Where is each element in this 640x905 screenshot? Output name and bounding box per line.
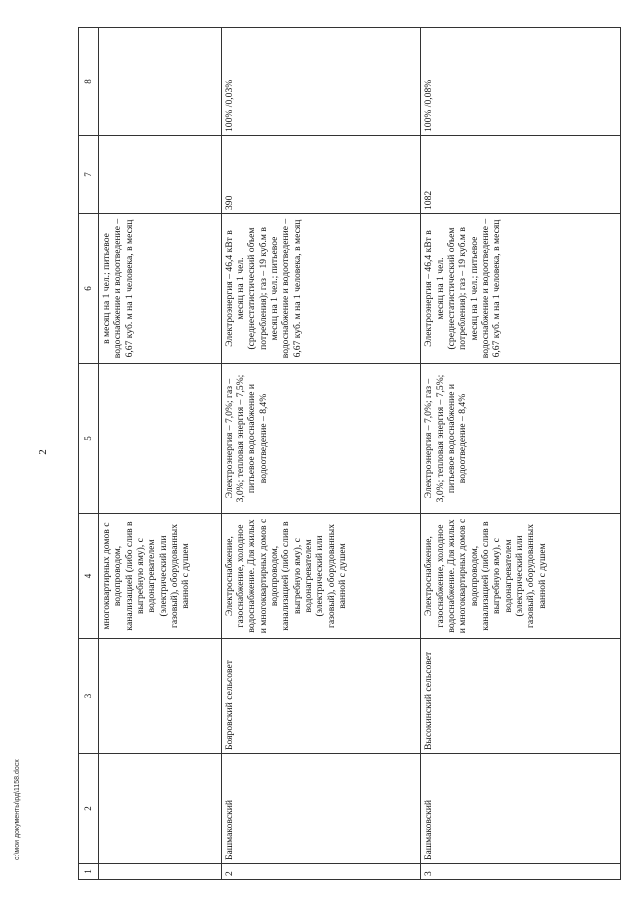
district-cell: Башмаковский [421, 754, 621, 864]
district-cell: Башмаковский [221, 754, 421, 864]
row-number: 3 [421, 864, 621, 880]
table-row [221, 28, 421, 880]
file-path-footer: c:\мои документы\рд\1158.docx [14, 759, 21, 860]
header-cell: 4 [79, 514, 99, 639]
header-row [79, 28, 99, 880]
indices-cell: Электроэнергия – 7,0%; газ – 3,0%; тепловая энергия – 7,5%; питьевое водоснабжение и водоотведение – 8,4% [421, 364, 621, 514]
header-cell: 2 [79, 754, 99, 864]
indices-cell: Электроэнергия – 7,0%; газ – 3,0%; тепловая энергия – 7,5%; питьевое водоснабжение и водоотведение – 8,4% [221, 364, 421, 514]
council-cell: Высокинский сельсовет [421, 639, 621, 754]
volume-cell: в месяц на 1 чел.; питьевое водоснабжение и водоотведение – 6,67 куб. м на 1 человека, в месяц [98, 214, 221, 364]
header-cell: 6 [79, 214, 99, 364]
row-number: 2 [221, 864, 421, 880]
header-cell: 1 [79, 864, 99, 880]
volume-cell: Электроэнергия – 46,4 кВт в месяц на 1 чел. (среднестатистический объем потребления); газ – 19 куб.м в месяц на 1 чел.; питьевое водоснабжение и водоотведение – 6,67 куб. м на 1 человека, в месяц [421, 214, 621, 364]
continuation-row [98, 28, 221, 880]
services-cell: Электроснабжение, газоснабжение, холодное водоснабжение. Для жилых и многоквартирных домов с водопроводом, канализацией (либо слив в выгребную яму), с водонагревателем (электрический или газовый), оборудованных ванной с душем [421, 514, 621, 639]
council-cell: Бояровский сельсовет [221, 639, 421, 754]
count-cell: 390 [221, 136, 421, 214]
tariff-table [78, 27, 621, 880]
services-cell: многоквартирных домов с водопроводом, канализацией (либо слив в выгребную яму), с водонагревателем (электрический или газовый), оборудованных ванной с душем [98, 514, 221, 639]
rotated-table-wrapper [78, 28, 621, 880]
services-cell: Электроснабжение, газоснабжение, холодное водоснабжение. Для жилых и многоквартирных домов с водопроводом, канализацией (либо слив в выгребную яму), с водонагревателем (электрический или газовый), оборудованных ванной с душем [221, 514, 421, 639]
share-cell: 100% /0,03% [221, 28, 421, 136]
header-cell: 7 [79, 136, 99, 214]
page-number: 2 [36, 449, 49, 455]
table-row [421, 28, 621, 880]
header-cell: 8 [79, 28, 99, 136]
volume-cell: Электроэнергия – 46,4 кВт в месяц на 1 чел. (среднестатистический объем потребления); газ – 19 куб.м в месяц на 1 чел.; питьевое водоснабжение и водоотведение – 6,67 куб. м на 1 человека, в месяц [221, 214, 421, 364]
count-cell: 1082 [421, 136, 621, 214]
header-cell: 5 [79, 364, 99, 514]
share-cell: 100% /0,08% [421, 28, 621, 136]
header-cell: 3 [79, 639, 99, 754]
